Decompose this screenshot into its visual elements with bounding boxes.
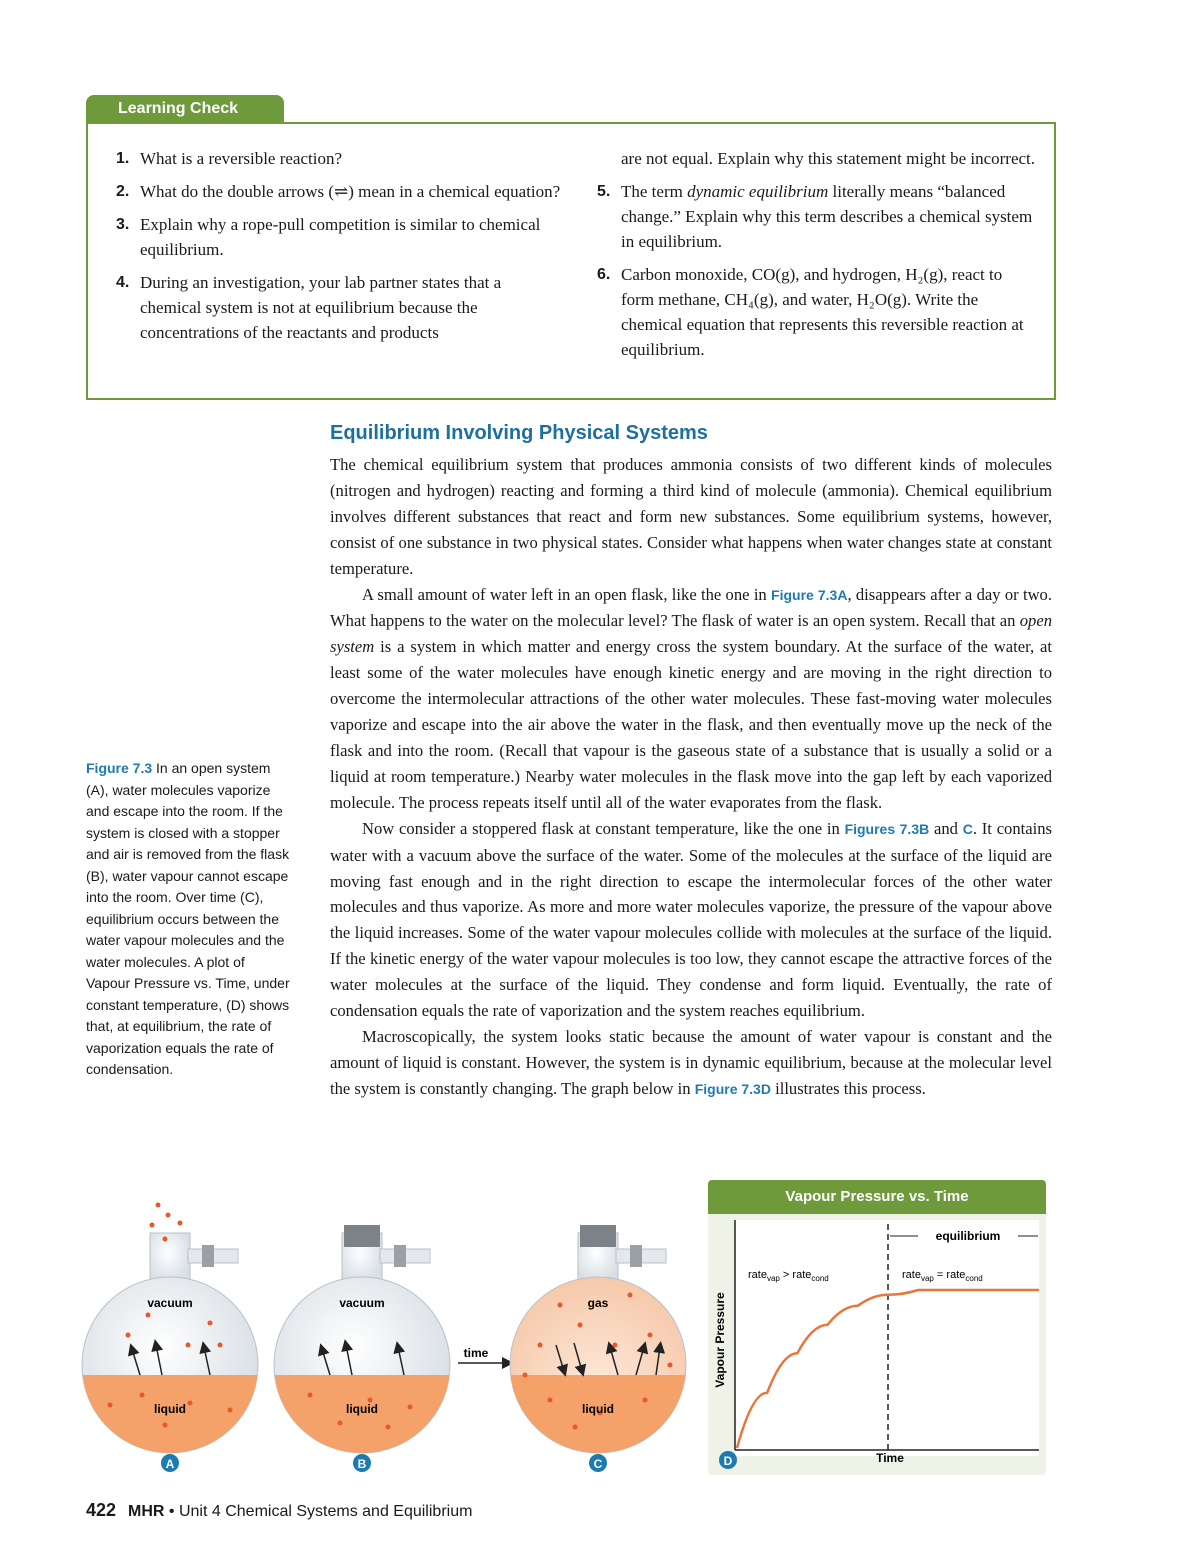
publisher: MHR [128,1503,165,1520]
question-1 [116,146,566,171]
graph-title: Vapour Pressure vs. Time [708,1180,1046,1214]
figure-reference[interactable]: Figure 7.3D [694,1080,771,1097]
flask-c-top-label: gas [587,1296,609,1310]
text: Macroscopically, the system looks static because the amount of water vapour is constant and the amount of liquid is constant. However, the system is in dynamic equilibrium, because at the molecular level the system is constantly changing. The graph below in [330,1026,1052,1098]
flask-b-letter: B [357,1457,367,1471]
emphasis: open system [330,611,1052,657]
rate-right-annotation: rate$_{vap}$ = rate$_{cond}$ [902,1269,983,1283]
x-axis-label: Time [876,1451,904,1465]
question-text: literally means “balanced change.” Explain why this term describes a chemical system in equilibrium. [621,182,1033,251]
flask-a-bottom-label: liquid [154,1402,186,1416]
page-number: 422 [86,1500,117,1520]
question-number: 6. [597,266,611,283]
flask-b-top-label: vacuum [339,1296,385,1310]
y-axis-label: Vapour Pressure [713,1292,727,1388]
question-4 [116,270,566,345]
equilibrium-label: equilibrium [935,1229,1001,1243]
flask-a-top-label: vacuum [147,1296,193,1310]
flask-a-letter: A [165,1457,175,1471]
paragraph-1: The chemical equilibrium system that produces ammonia consists of two different kinds of molecules (nitrogen and hydrogen) reacting and forming a third kind of molecule (ammonia). Chemical equilibrium involves different substances that react and form new substances. Some equilibrium systems, however, consist of one substance in two physical states. Consider what happens when water changes state at constant temperature. [330,455,1052,578]
time-label: time [463,1346,489,1360]
text: A small amount of water left in an open flask, like the one in [362,584,772,604]
paragraph-2 [330,582,1052,816]
flask-a [70,1203,270,1476]
question-text: are not equal. Explain why this statement might be incorrect. [621,149,1036,168]
question-4-continued [597,146,1037,171]
caption-label: Figure 7.3 [86,760,153,776]
text: . It contains water with a vacuum above the surface of the water. Some of the molecules at the surface of the liquid are moving fast enough and in the right direction to escape the intermolecular forces of the other water molecules and thus vaporize. As more and more water molecules vaporize, the pressure of the vapour above the liquid increases. Some of the water vapour molecules collide with molecules at the surface of the liquid. If the kinetic energy of the water vapour molecules is too low, they cannot escape the attractive forces of the water molecules at the surface of the liquid. They condense and form liquid. Eventually, the rate of condensation equals the rate of vaporization and the system reaches equilibrium. [330,818,1052,1021]
footer-text: • Unit 4 Chemical Systems and Equilibrium [164,1503,473,1520]
question-text: Explain why a rope-pull competition is similar to chemical equilibrium. [140,215,541,259]
figure-reference[interactable]: Figure 7.3A [771,586,848,603]
question-number: 3. [116,216,130,233]
rate-left-annotation: rate$_{vap}$ > rate$_{cond}$ [748,1269,829,1283]
time-arrow [458,1346,508,1363]
flask-c [498,1225,698,1475]
question-text: During an investigation, your lab partner states that a chemical system is not at equilibrium because the concentrations of the reactants and products [140,273,502,342]
text: and [929,818,963,838]
figure-reference[interactable]: C [962,820,973,837]
flask-c-bottom-label: liquid [582,1402,614,1416]
question-number: 5. [597,183,611,200]
text: Now consider a stoppered flask at constant temperature, like the one in [362,818,845,838]
question-text: What is a reversible reaction? [140,149,343,168]
question-number: 1. [116,150,130,167]
caption-text: In an open system (A), water molecules vaporize and escape into the room. If the system is closed with a stopper and air is removed from the flask (B), water vapour cannot escape into the room. Over time (C), equilibrium occurs between the water vapour molecules and the water molecules. A plot of Vapour Pressure vs. Time, under constant temperature, (D) shows that, at equilibrium, the rate of vaporization equals the rate of condensation. [86,760,290,1077]
vapour-pressure-graph [708,1180,1046,1475]
flask-c-letter: C [593,1457,603,1471]
graph-letter: D [723,1454,733,1468]
body-text [330,452,1052,1103]
paragraph-4 [330,1024,1052,1103]
question-5 [597,179,1037,254]
section-title: Equilibrium Involving Physical Systems [330,422,708,444]
learning-check-right-column [597,146,1037,370]
text: , disappears after a day or two. What happens to the water on the molecular level? The flask of water is an open system. Recall that an [330,584,1053,631]
question-number: 2. [116,183,130,200]
flask-b-bottom-label: liquid [346,1402,378,1416]
graph-panel [708,1180,1046,1475]
figure-caption [86,758,292,1081]
flask-b [262,1225,462,1475]
page-footer [86,1500,472,1521]
figure-reference[interactable]: Figures 7.3B [844,820,930,837]
learning-check-box [86,122,1056,400]
question-6 [597,262,1037,362]
question-emphasis: dynamic equilibrium [687,182,829,201]
question-text: What do the double arrows (⇌) mean in a chemical equation? [140,182,561,201]
question-3 [116,212,566,262]
question-number: 4. [116,274,130,291]
question-2 [116,179,566,204]
paragraph-3 [330,816,1052,1024]
question-text: Carbon monoxide, CO(g), and hydrogen, H₂(g), react to form methane, CH₄(g), and water, H₂O(g). Write the chemical equation that represents this reversible reaction at equilibrium. [621,265,1024,359]
question-text: The term [621,182,688,201]
flask-illustrations [70,1195,710,1485]
text: is a system in which matter and energy cross the system boundary. At the surface of the water, at least some of the water molecules have enough kinetic energy and are moving in the right direction to overcome the intermolecular attractions of the other water molecules. These fast-moving water molecules vaporize and escape into the air above the water in the flask, and then eventually move up the neck of the flask and into the room. (Recall that vapour is the gaseous state of a substance that is usually a solid or a liquid at room temperature.) Nearby water molecules in the flask move into the gap left by each vaporized molecule. The process repeats itself until all of the water evaporates from the flask. [330,637,1052,812]
learning-check-tab: Learning Check [86,95,284,123]
learning-check-left-column [116,146,566,353]
text: illustrates this process. [770,1078,926,1098]
